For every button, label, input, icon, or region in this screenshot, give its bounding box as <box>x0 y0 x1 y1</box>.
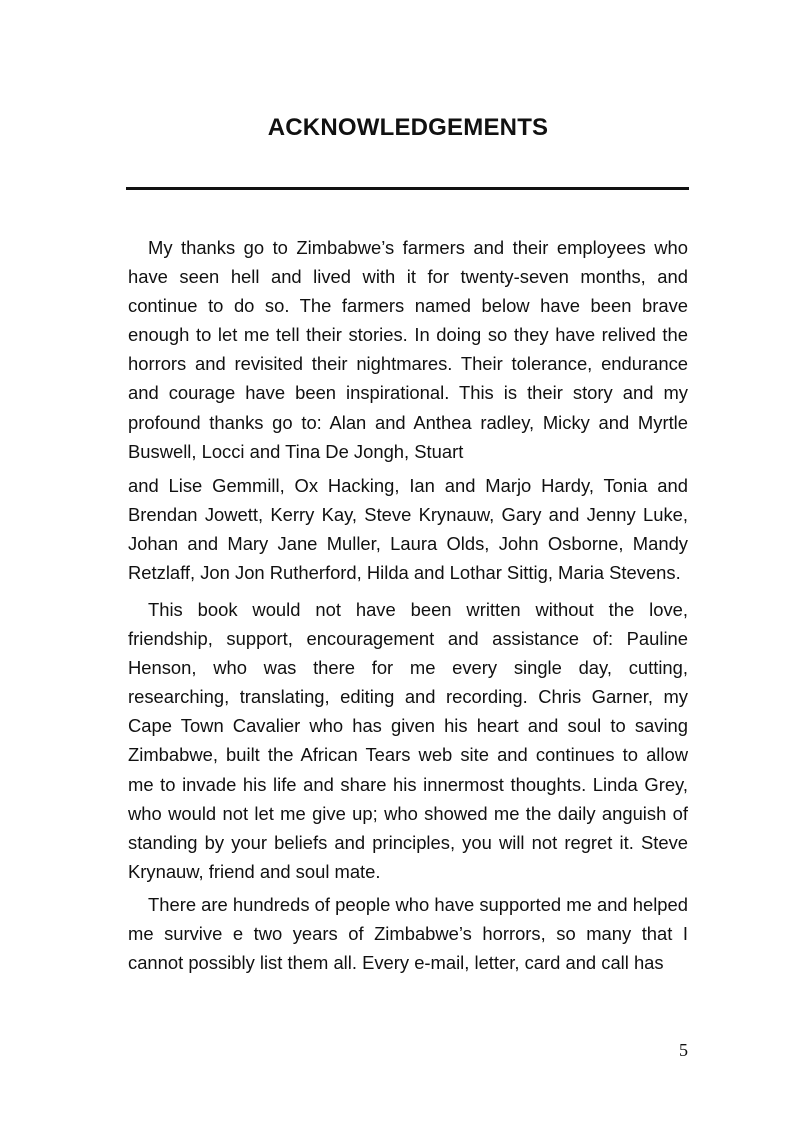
paragraph-farmer-names: and Lise Gemmill, Ox Hacking, Ian and Marjo Hardy, Tonia and Brendan Jowett, Kerry Kay, Steve Krynauw, Gary and Jenny Luke, Johan and Mary Jane Muller, Laura Olds, John Osborne, Mandy Retzlaff, Jon Jon Rutherford, Hilda and Lothar Sittig, Maria Stevens. <box>128 475 688 584</box>
page-number: 5 <box>679 1040 688 1060</box>
paragraph-farmers-thanks: My thanks go to Zimbabwe’s farmers and their employees who have seen hell and lived with it for twenty-seven months, and continue to do so. The farmers named below have been brave enough to let me tell their stories. In doing so they have relived the horrors and revisited their nightmares. Their tolerance, endurance and courage have been inspirational. This is their story and my profound thanks go to: Alan and Anthea radley, Micky and Myrtle Buswell, Locci and Tina De Jongh, Stuart <box>128 237 688 462</box>
paragraph-supporters: There are hundreds of people who have supported me and helped me survive e two years of Zimbabwe’s horrors, so many that I cannot possibly list them all. Every e-mail, letter, card and call has <box>128 894 688 974</box>
title-divider <box>126 187 689 190</box>
page-title: ACKNOWLEDGEMENTS <box>267 114 549 141</box>
paragraph-personal-thanks: This book would not have been written without the love, friendship, support, encouragement and assistance of: Pauline Henson, who was there for me every single day, cutting, researching, translating, editing and recording. Chris Garner, my Cape Town Cavalier who has given his heart and soul to saving Zimbabwe, built the African Tears web site and continues to allow me to invade his life and share his innermost thoughts. Linda Grey, who would not let me give up; who showed me the daily anguish of standing by your beliefs and principles, you will not regret it. Steve Krynauw, friend and soul mate. <box>128 599 688 882</box>
